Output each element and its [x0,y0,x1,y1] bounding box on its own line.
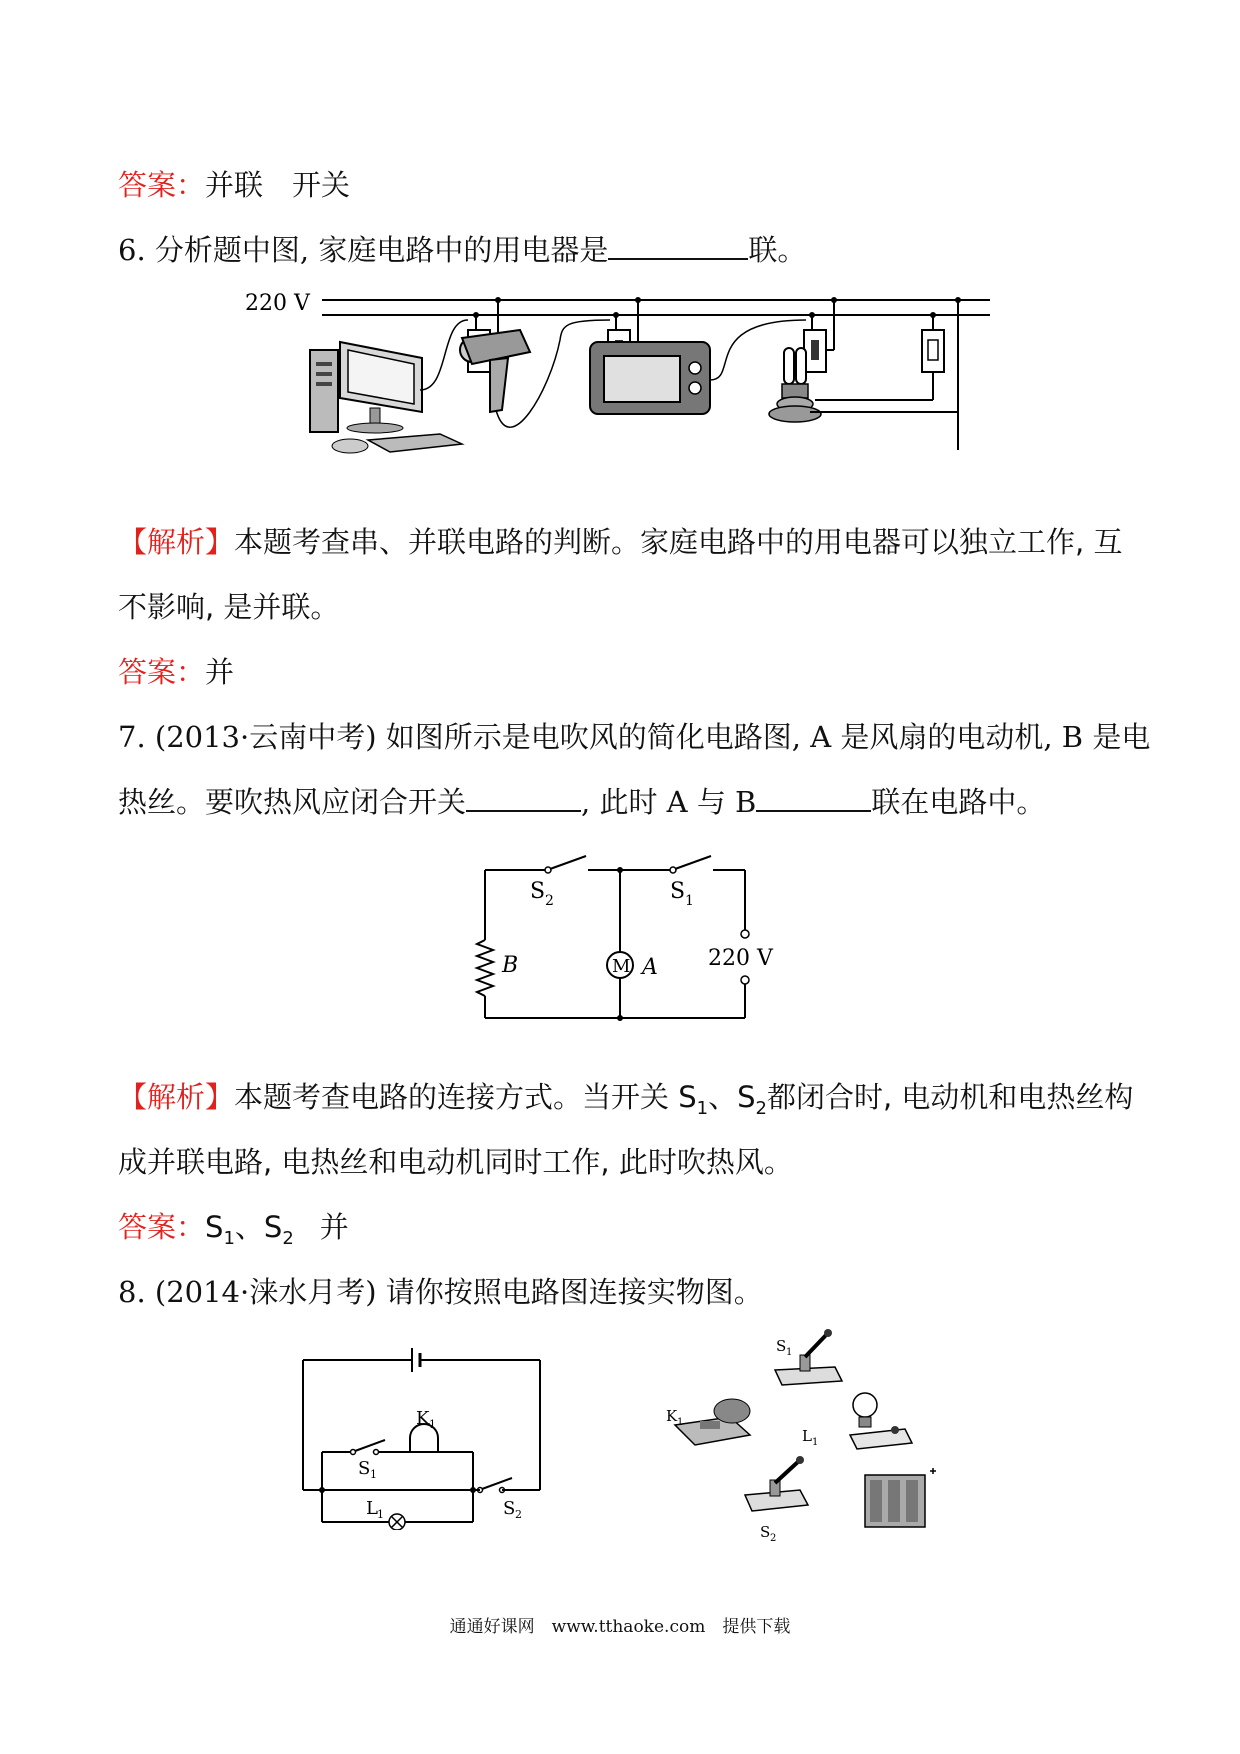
q7-analysis-a: 本题考查电路的连接方式。当开关 S [234,1080,697,1114]
phys-s1-label: S [776,1337,787,1355]
q6-answer: 并 [205,655,235,689]
q6-analysis-line2 [118,585,339,626]
phys-s2-sub: 2 [770,1533,777,1544]
q7-analysis-line1 [118,1075,1133,1119]
q7-question-pre: 热丝。要吹热风应闭合开关 [118,785,467,819]
q7-answer-c: 并 [319,1210,349,1244]
fig8-k1-label: K [416,1408,430,1429]
battery-photo [865,1468,936,1527]
fig8-k1-sub: 1 [429,1418,436,1431]
q8-physical-components [650,1325,950,1555]
q6-answer-line [118,650,234,691]
q8-circuit-diagram [290,1340,560,1530]
q7-question-text1: 7. (2013·云南中考) 如图所示是电吹风的简化电路图, A 是风扇的电动机, B 是电 [118,720,1151,754]
q8-question [118,1270,763,1311]
q7-answer-sub2: 2 [282,1227,294,1249]
fig7-s2-label: S [530,879,546,904]
q5-answer-line [118,163,350,204]
fig7-s2-sub: 2 [545,893,554,909]
fig7-motor-label: M [612,956,631,977]
q7-question-line1 [118,715,1150,756]
q6-voltage-label: 220 V [245,291,310,316]
phys-k1-label: K [666,1407,678,1425]
fig7-a-label: A [642,955,658,980]
q7-question-post: 联在电路中。 [871,785,1046,819]
q6-question [118,228,806,269]
light-switch [922,297,961,450]
q6-analysis-line1 [118,520,1122,561]
fig8-s1-sub: 1 [370,1468,377,1481]
fig7-voltage-label: 220 V [708,946,773,971]
fig8-s2-sub: 2 [515,1508,522,1521]
fig8-l1-label: L [366,1498,378,1519]
q6-question-post: 联。 [748,233,807,267]
fig7-b-label: B [502,953,519,978]
q6-analysis-text2: 不影响, 是并联。 [118,590,340,624]
q7-answer-line [118,1205,349,1249]
analysis-label: 【解析】 [118,525,235,559]
phys-s2-label: S [760,1523,771,1541]
q7-question-line2 [118,780,1045,821]
page-footer: 通通好课网 www.tthaoke.com 提供下载 [449,1617,791,1637]
q7-analysis-sub2: 2 [755,1097,767,1119]
phys-l1-sub: 1 [812,1437,819,1448]
q7-analysis-line2 [118,1140,793,1181]
fig7-s1-sub: 1 [685,893,694,909]
q6-blank[interactable] [608,232,748,260]
q6-analysis-text1: 本题考查串、并联电路的判断。家庭电路中的用电器可以独立工作, 互 [234,525,1123,559]
fig8-s2-label: S [503,1498,516,1519]
q7-blank-switch[interactable] [466,784,581,812]
q7-answer-b: 、S [234,1210,283,1244]
switch-s1-photo [775,1329,842,1385]
analysis-label: 【解析】 [118,1080,235,1114]
q7-analysis-sub1: 1 [696,1097,709,1119]
fig8-s1-label: S [358,1458,371,1479]
q7-hair-dryer-circuit [470,850,790,1030]
q7-blank-connection[interactable] [756,784,871,812]
q7-analysis-b: 、S [708,1080,756,1114]
answer-label: 答案： [118,168,206,202]
phys-l1-label: L [802,1427,812,1445]
phys-s1-sub: 1 [786,1347,793,1358]
q8-question-text: 8. (2014·涞水月考) 请你按照电路图连接实物图。 [118,1275,763,1309]
fig7-s1-label: S [670,879,686,904]
switch-s2-photo [745,1456,808,1544]
q7-analysis-c: 都闭合时, 电动机和电热丝构 [766,1080,1134,1114]
q6-household-circuit-figure [240,280,1010,480]
bell-k1-photo [666,1399,750,1445]
hair-dryer-icon [460,320,610,427]
q7-question-mid: , 此时 A 与 B [581,785,757,819]
answer-label: 答案： [118,655,206,689]
q5-answer: 并联 开关 [205,168,351,202]
phys-k1-sub: 1 [677,1417,684,1428]
q6-question-pre: 6. 分析题中图, 家庭电路中的用电器是 [118,233,609,267]
answer-label: 答案： [118,1210,206,1244]
computer-icon [310,320,468,453]
q7-answer-sub1: 1 [223,1227,235,1249]
q7-analysis-text2: 成并联电路, 电热丝和电动机同时工作, 此时吹热风。 [118,1145,793,1179]
socket-3 [804,297,837,372]
q7-answer-a: S [205,1210,224,1244]
bulb-l1-photo [802,1393,912,1449]
fig8-l1-sub: 1 [377,1508,384,1521]
